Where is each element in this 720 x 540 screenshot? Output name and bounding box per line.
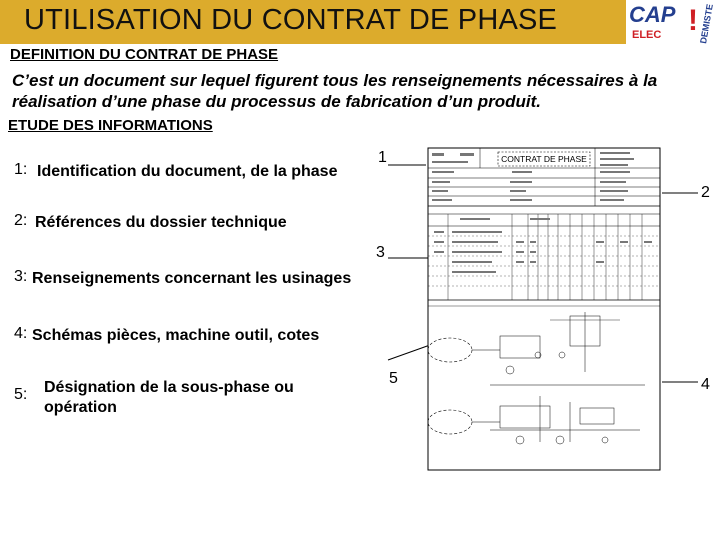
callout-4: 4 xyxy=(701,376,710,393)
definition-heading: DEFINITION DU CONTRAT DE PHASE xyxy=(10,46,279,63)
callout-1: 1 xyxy=(378,149,387,166)
definition-text: C’est un document sur lequel figurent tous les renseignements nécessaires à la réalisation d’une phase du processus de fabrication d’un produit. xyxy=(12,71,658,111)
item-2-number: 2: xyxy=(14,212,28,229)
item-4-label: Schémas pièces, machine outil, cotes xyxy=(32,327,320,344)
item-3-number: 3: xyxy=(14,268,28,285)
contrat-de-phase-thumbnail xyxy=(420,140,665,472)
logo-mark: ! xyxy=(688,4,698,37)
callout-5: 5 xyxy=(389,370,398,387)
study-heading: ETUDE DES INFORMATIONS xyxy=(8,117,213,134)
doc-title: CONTRAT DE PHASE xyxy=(501,154,587,164)
callout-2: 2 xyxy=(701,184,710,201)
item-5-label: Désignation de la sous-phase ou opération xyxy=(44,379,294,416)
callout-3: 3 xyxy=(376,244,385,261)
item-4-number: 4: xyxy=(14,325,28,342)
item-1-number: 1: xyxy=(14,161,28,178)
item-3-label: Renseignements concernant les usinages xyxy=(32,270,352,287)
logo-sub-text: ELEC xyxy=(632,29,662,41)
logo-cap-text: CAP xyxy=(629,2,676,27)
item-2-label: Références du dossier technique xyxy=(35,214,287,231)
slide-title: UTILISATION DU CONTRAT DE PHASE xyxy=(24,4,558,36)
item-5-number: 5: xyxy=(14,386,28,403)
logo-side-text: DEMISTE xyxy=(698,3,715,45)
item-1-label: Identification du document, de la phase xyxy=(37,163,338,180)
